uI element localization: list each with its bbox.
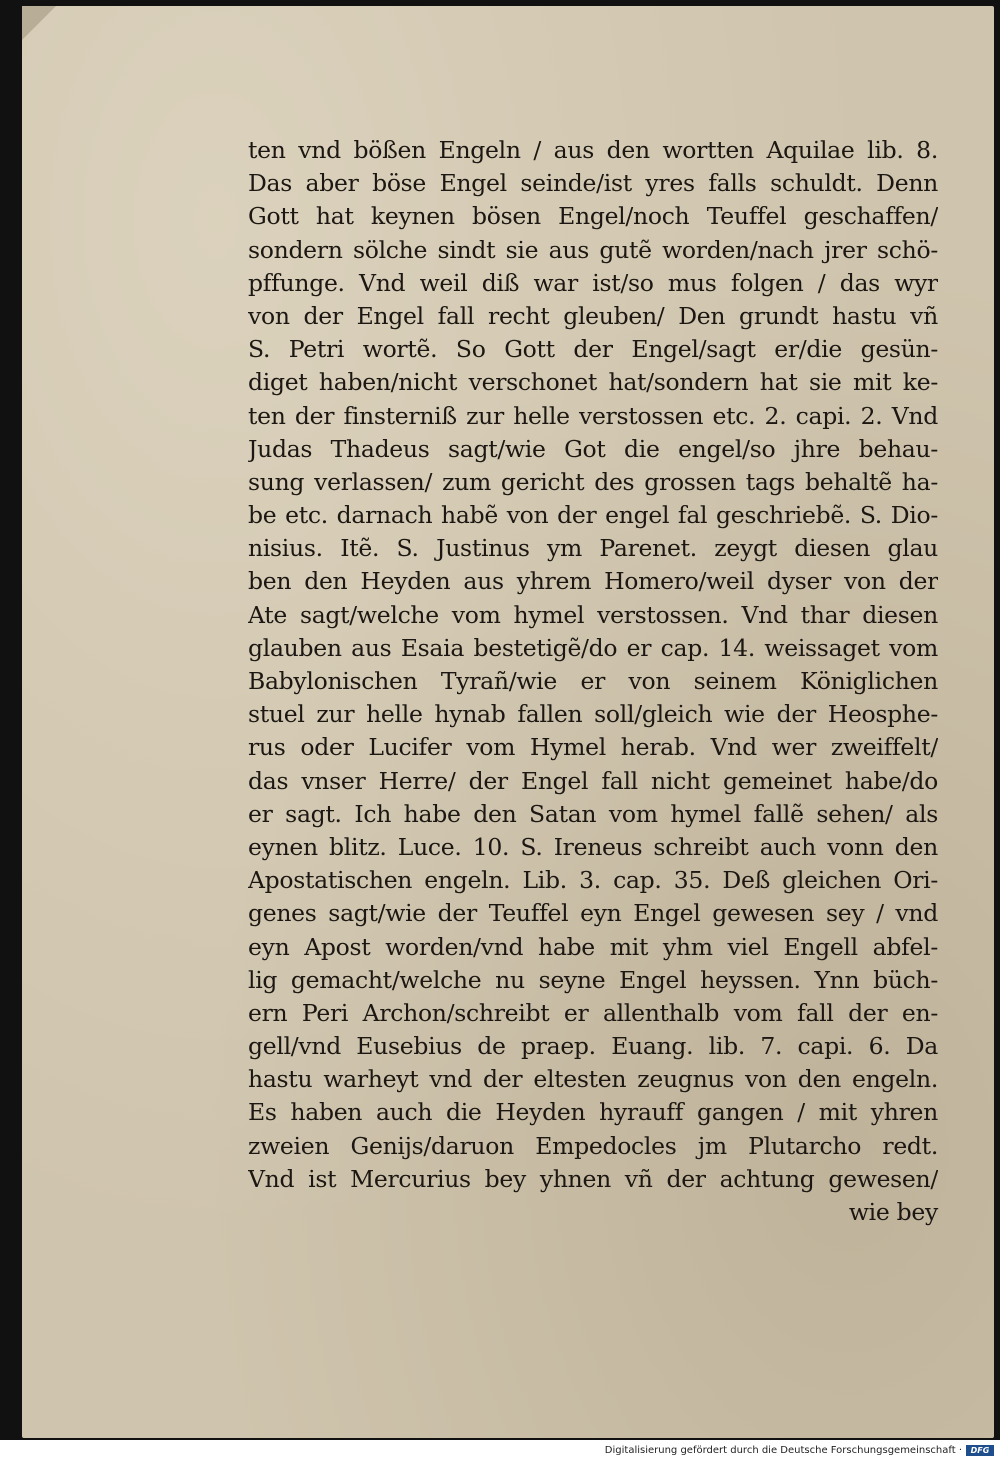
text-line: Das aber böse Engel seinde/ist yres falls schuldt. Denn [248,169,938,198]
page-text-block [248,134,938,1229]
footer-credit-text: Digitalisierung gefördert durch die Deutsche Forschungsgemeinschaft · [604,1445,962,1456]
text-line: rus oder Lucifer vom Hymel herab. Vnd wer zweiffelt/ [248,733,938,762]
text-line: Babylonischen Tyrañ/wie er von seinem Königlichen [248,667,938,695]
text-line: genes sagt/wie der Teuffel eyn Engel gewesen sey / vnd [248,899,938,928]
text-line: von der Engel fall recht gleuben/ Den grundt hastu vñ [248,301,938,330]
text-line: sondern sölche sindt sie aus gutẽ worden/nach jrer schö- [248,235,938,264]
text-line: stuel zur helle hynab fallen soll/gleich wie der Heosphe- [248,700,938,729]
text-line: sung verlassen/ zum gericht des grossen tags behaltẽ ha- [248,467,938,496]
text-line: Es haben auch die Heyden hyrauff gangen / mit yhren [248,1098,938,1127]
text-line: eyn Apost worden/vnd habe mit yhm viel Engell abfel- [248,932,938,961]
text-line: be etc. darnach habẽ von der engel fal geschriebẽ. S. Dio- [248,501,938,530]
page-corner-fold [22,6,56,40]
digitization-footer [0,1440,1000,1461]
catchword: wie bey [848,1198,938,1226]
text-line: lig gemacht/welche nu seyne Engel heyssen. Ynn büch- [248,965,938,994]
text-line: Vnd ist Mercurius bey yhnen vñ der achtung gewesen/ [248,1164,938,1193]
text-line: nisius. Itẽ. S. Justinus ym Parenet. zeygt diesen glau [248,534,938,563]
text-line: pffunge. Vnd weil diß war ist/so mus folgen / das wyr [248,268,938,297]
text-line: Ate sagt/welche vom hymel verstossen. Vnd thar diesen [248,600,938,629]
text-line: ten vnd bößen Engeln / aus den wortten Aquilae lib. 8. [248,136,938,164]
text-line: zweien Genijs/daruon Empedocles jm Plutarcho redt. [248,1131,938,1160]
text-line: S. Petri wortẽ. So Gott der Engel/sagt er/die gesün- [248,335,938,364]
text-line: Judas Thadeus sagt/wie Got die engel/so jhre behau- [248,434,938,463]
text-line: das vnser Herre/ der Engel fall nicht gemeinet habe/do [248,766,938,795]
text-line: Apostatischen engeln. Lib. 3. cap. 35. Deß gleichen Ori- [248,866,938,895]
text-line: eynen blitz. Luce. 10. S. Ireneus schreibt auch vonn den [248,832,938,861]
text-line: er sagt. Ich habe den Satan vom hymel fallẽ sehen/ als [248,799,938,828]
text-line: glauben aus Esaia bestetigẽ/do er cap. 14. weissaget vom [248,633,938,662]
text-line: diget haben/nicht verschonet hat/sondern hat sie mit ke- [248,368,938,397]
text-line: Gott hat keynen bösen Engel/noch Teuffel geschaffen/ [248,202,938,231]
text-line: gell/vnd Eusebius de praep. Euang. lib. 7. capi. 6. Da [248,1032,938,1061]
text-line: ten der finsterniß zur helle verstossen etc. 2. capi. 2. Vnd [248,401,938,430]
text-line: ern Peri Archon/schreibt er allenthalb vom fall der en- [248,998,938,1027]
dfg-logo: DFG [966,1445,994,1456]
text-line: ben den Heyden aus yhrem Homero/weil dyser von der [248,567,938,596]
text-line: hastu warheyt vnd der eltesten zeugnus von den engeln. [248,1065,938,1094]
